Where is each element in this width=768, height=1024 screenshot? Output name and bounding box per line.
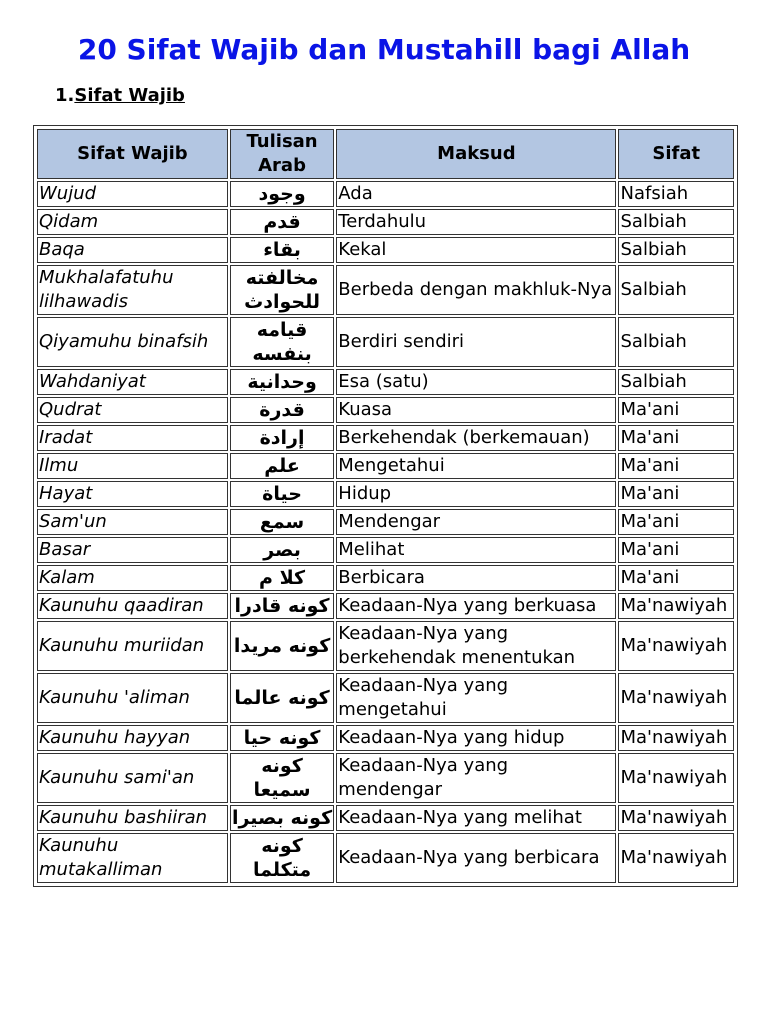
cell-maksud: Keadaan-Nya yang berbicara: [336, 833, 616, 883]
table-row: [37, 509, 734, 535]
cell-arabic: كونه بصيرا: [230, 805, 334, 831]
table-row: [37, 181, 734, 207]
table-row: [37, 209, 734, 235]
cell-sifat-type: Ma'nawiyah: [618, 805, 734, 831]
cell-maksud: Hidup: [336, 481, 616, 507]
cell-sifat-name: Qudrat: [37, 397, 228, 423]
cell-sifat-type: Salbiah: [618, 317, 734, 367]
table-row: [37, 833, 734, 883]
cell-arabic: إرادة: [230, 425, 334, 451]
cell-arabic: بصر: [230, 537, 334, 563]
table-body: [37, 181, 734, 883]
section-label: Sifat Wajib: [74, 85, 185, 106]
cell-arabic: قدم: [230, 209, 334, 235]
cell-sifat-name: Iradat: [37, 425, 228, 451]
cell-sifat-name: Kaunuhu 'aliman: [37, 673, 228, 723]
cell-sifat-name: Kaunuhu muriidan: [37, 621, 228, 671]
cell-arabic: بقاء: [230, 237, 334, 263]
cell-sifat-name: Kalam: [37, 565, 228, 591]
table-row: [37, 593, 734, 619]
cell-sifat-type: Ma'ani: [618, 481, 734, 507]
header-sifat-wajib: Sifat Wajib: [37, 129, 228, 179]
cell-arabic: وجود: [230, 181, 334, 207]
cell-sifat-type: Ma'nawiyah: [618, 833, 734, 883]
cell-sifat-type: Ma'ani: [618, 453, 734, 479]
cell-arabic: كونه قادرا: [230, 593, 334, 619]
cell-maksud: Esa (satu): [336, 369, 616, 395]
cell-sifat-name: Wahdaniyat: [37, 369, 228, 395]
cell-maksud: Kekal: [336, 237, 616, 263]
cell-maksud: Terdahulu: [336, 209, 616, 235]
cell-maksud: Berbeda dengan makhluk-Nya: [336, 265, 616, 315]
table-row: [37, 621, 734, 671]
cell-arabic: وحدانية: [230, 369, 334, 395]
table-row: [37, 805, 734, 831]
cell-sifat-name: Hayat: [37, 481, 228, 507]
cell-arabic: قيامه بنفسه: [230, 317, 334, 367]
cell-maksud: Melihat: [336, 537, 616, 563]
cell-arabic: كونه سميعا: [230, 753, 334, 803]
cell-sifat-name: Kaunuhu mutakalliman: [37, 833, 228, 883]
cell-maksud: Mengetahui: [336, 453, 616, 479]
table-header-row: [37, 129, 734, 179]
cell-sifat-type: Ma'nawiyah: [618, 673, 734, 723]
cell-sifat-type: Ma'ani: [618, 537, 734, 563]
table-row: [37, 425, 734, 451]
cell-maksud: Berbicara: [336, 565, 616, 591]
section-heading: [55, 84, 185, 108]
table-row: [37, 265, 734, 315]
table-row: [37, 369, 734, 395]
table-row: [37, 753, 734, 803]
cell-sifat-name: Kaunuhu qaadiran: [37, 593, 228, 619]
cell-sifat-type: Salbiah: [618, 369, 734, 395]
cell-sifat-type: Nafsiah: [618, 181, 734, 207]
header-sifat: Sifat: [618, 129, 734, 179]
cell-maksud: Berkehendak (berkemauan): [336, 425, 616, 451]
cell-sifat-type: Salbiah: [618, 237, 734, 263]
cell-sifat-type: Ma'nawiyah: [618, 621, 734, 671]
cell-arabic: كونه حيا: [230, 725, 334, 751]
cell-sifat-name: Sam'un: [37, 509, 228, 535]
section-number: 1.: [55, 85, 75, 106]
cell-sifat-type: Ma'ani: [618, 509, 734, 535]
cell-sifat-name: Basar: [37, 537, 228, 563]
cell-sifat-name: Qiyamuhu binafsih: [37, 317, 228, 367]
cell-sifat-type: Ma'ani: [618, 397, 734, 423]
table-row: [37, 481, 734, 507]
cell-maksud: Keadaan-Nya yang mendengar: [336, 753, 616, 803]
cell-maksud: Ada: [336, 181, 616, 207]
cell-sifat-name: Kaunuhu sami'an: [37, 753, 228, 803]
cell-sifat-name: Baqa: [37, 237, 228, 263]
table-row: [37, 317, 734, 367]
cell-arabic: مخالفته للحوادث: [230, 265, 334, 315]
cell-arabic: سمع: [230, 509, 334, 535]
cell-sifat-type: Ma'nawiyah: [618, 753, 734, 803]
cell-arabic: حياة: [230, 481, 334, 507]
table-row: [37, 397, 734, 423]
cell-maksud: Mendengar: [336, 509, 616, 535]
cell-sifat-name: Kaunuhu bashiiran: [37, 805, 228, 831]
cell-maksud: Keadaan-Nya yang berkehendak menentukan: [336, 621, 616, 671]
cell-arabic: كونه مريدا: [230, 621, 334, 671]
cell-maksud: Berdiri sendiri: [336, 317, 616, 367]
cell-sifat-name: Qidam: [37, 209, 228, 235]
sifat-wajib-table-frame: [33, 125, 738, 887]
cell-sifat-type: Ma'ani: [618, 565, 734, 591]
cell-sifat-type: Ma'nawiyah: [618, 725, 734, 751]
cell-sifat-type: Salbiah: [618, 265, 734, 315]
cell-arabic: كلا م: [230, 565, 334, 591]
header-maksud: Maksud: [336, 129, 616, 179]
cell-maksud: Keadaan-Nya yang mengetahui: [336, 673, 616, 723]
table-row: [37, 673, 734, 723]
table-row: [37, 237, 734, 263]
cell-sifat-name: Mukhalafatuhu lilhawadis: [37, 265, 228, 315]
table-row: [37, 453, 734, 479]
header-tulisan-arab: Tulisan Arab: [230, 129, 334, 179]
cell-maksud: Keadaan-Nya yang melihat: [336, 805, 616, 831]
cell-arabic: كونه عالما: [230, 673, 334, 723]
cell-arabic: علم: [230, 453, 334, 479]
cell-arabic: كونه متكلما: [230, 833, 334, 883]
cell-sifat-name: Kaunuhu hayyan: [37, 725, 228, 751]
cell-arabic: قدرة: [230, 397, 334, 423]
cell-sifat-type: Ma'ani: [618, 425, 734, 451]
table-row: [37, 725, 734, 751]
table-row: [37, 537, 734, 563]
cell-maksud: Kuasa: [336, 397, 616, 423]
cell-sifat-type: Ma'nawiyah: [618, 593, 734, 619]
page-title: 20 Sifat Wajib dan Mustahill bagi Allah: [77, 33, 691, 66]
cell-sifat-type: Salbiah: [618, 209, 734, 235]
table-row: [37, 565, 734, 591]
sifat-wajib-table: [35, 127, 736, 885]
cell-sifat-name: Wujud: [37, 181, 228, 207]
cell-sifat-name: Ilmu: [37, 453, 228, 479]
cell-maksud: Keadaan-Nya yang berkuasa: [336, 593, 616, 619]
cell-maksud: Keadaan-Nya yang hidup: [336, 725, 616, 751]
